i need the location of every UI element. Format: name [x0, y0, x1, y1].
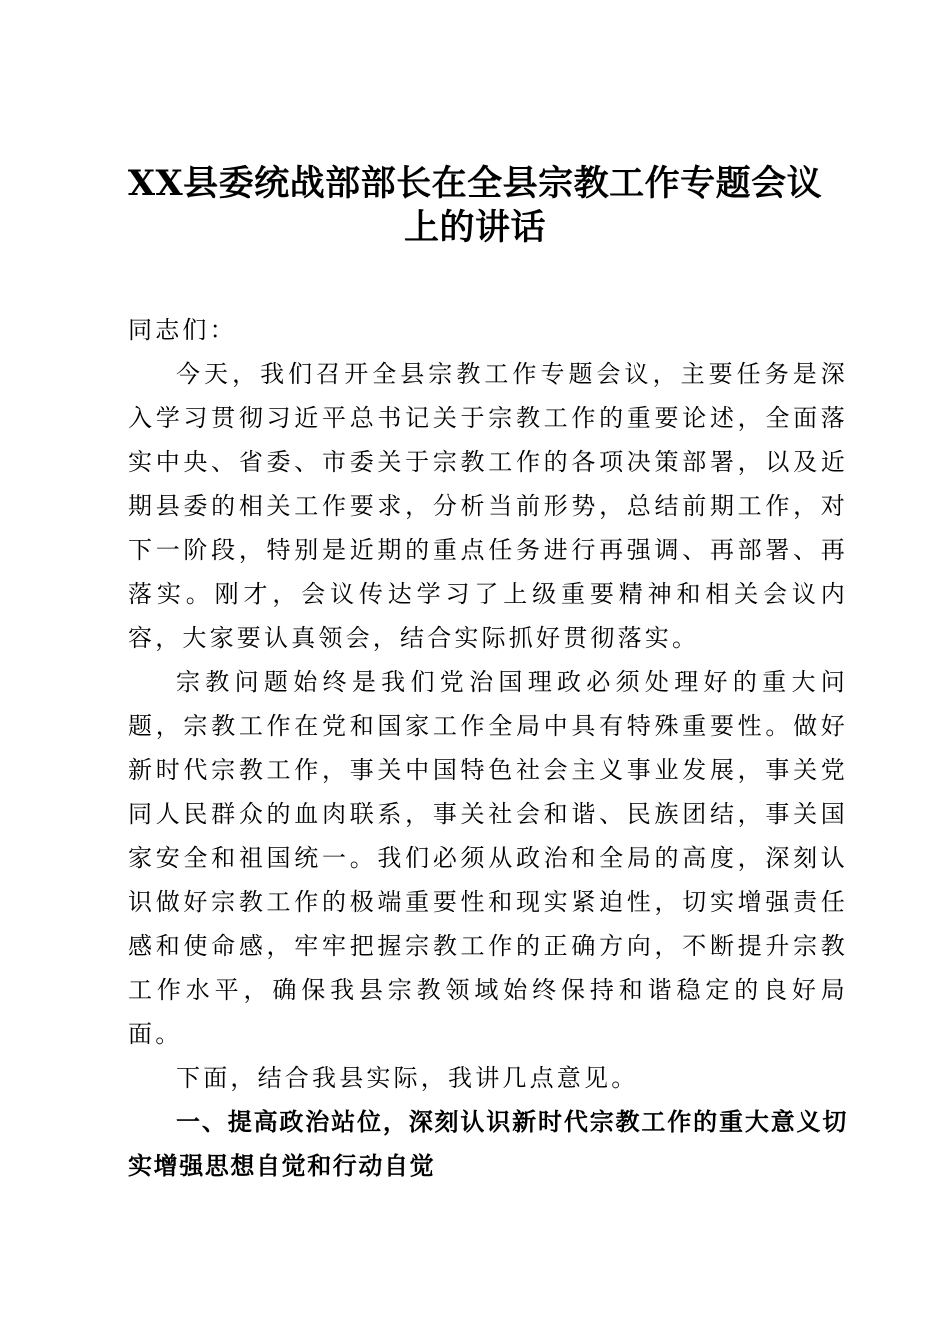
- paragraph-opening: 今天，我们召开全县宗教工作专题会议，主要任务是深入学习贯彻习近平总书记关于宗教工作的重要论述，全面落实中央、省委、市委关于宗教工作的各项决策部署，以及近期县委的相关工作要求，分析当前形势，总结前期工作，对下一阶段，特别是近期的重点任务进行再强调、再部署、再落实。刚才，会议传达学习了上级重要精神和相关会议内容，大家要认真领会，结合实际抓好贯彻落实。: [128, 360, 848, 652]
- salutation: 同志们：: [128, 316, 237, 344]
- paragraph-importance: 宗教问题始终是我们党治国理政必须处理好的重大问题，宗教工作在党和国家工作全局中具有特殊重要性。做好新时代宗教工作，事关中国特色社会主义事业发展，事关党同人民群众的血肉联系，事关社会和谐、民族团结，事关国家安全和祖国统一。我们必须从政治和全局的高度，深刻认识做好宗教工作的极端重要性和现实紧迫性，切实增强责任感和使命感，牢牢把握宗教工作的正确方向，不断提升宗教工作水平，确保我县宗教领域始终保持和谐稳定的良好局面。: [128, 668, 848, 1048]
- paragraph-transition: 下面，结合我县实际，我讲几点意见。: [176, 1064, 639, 1092]
- title-line-2: 上的讲话: [403, 207, 546, 248]
- title-line-1: XX县委统战部部长在全县宗教工作专题会议: [127, 163, 823, 204]
- document-title: [100, 162, 850, 250]
- document-body: [128, 308, 848, 1188]
- section-heading-one: 一、提高政治站位，深刻认识新时代宗教工作的重大意义切实增强思想自觉和行动自觉: [128, 1108, 848, 1180]
